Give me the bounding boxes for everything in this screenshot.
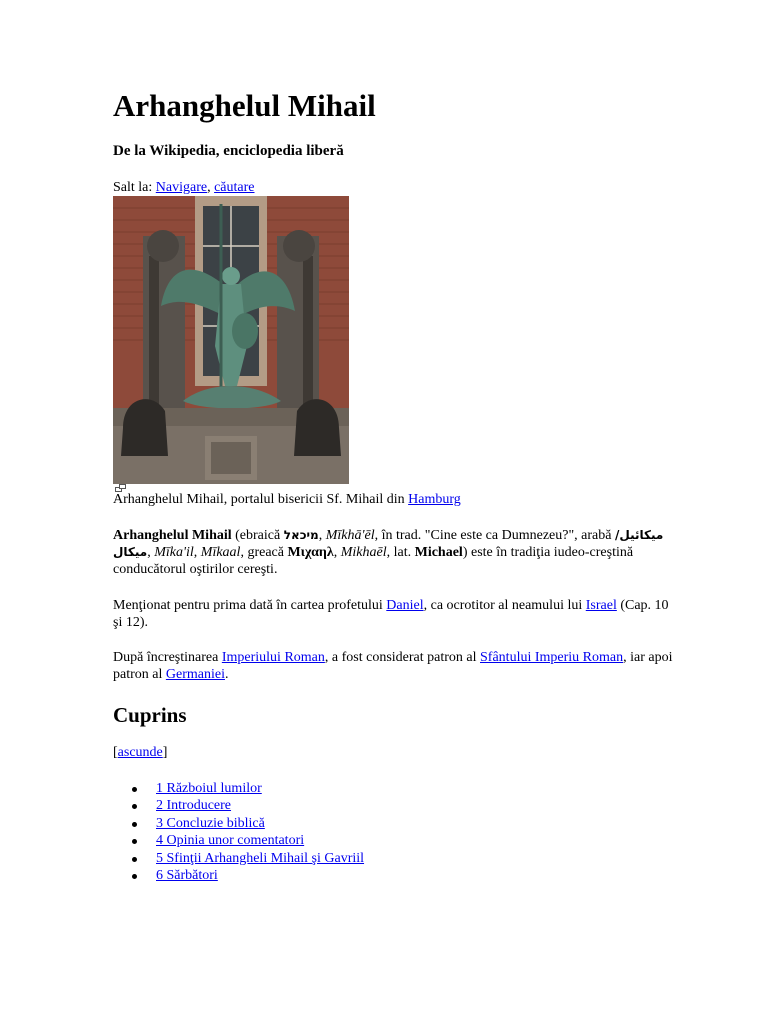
germany-link[interactable]: Germaniei (165, 667, 225, 682)
text-span: ) este în tradiţia iudeo-creştină conducătorul oştirilor cereşti. (113, 545, 634, 577)
text-span: , lat. (386, 545, 415, 560)
navigation-link[interactable]: Navigare (155, 180, 208, 195)
subject-name: Arhanghelul Mihail (113, 528, 232, 543)
text-span: , (318, 528, 326, 543)
jump-prefix: Salt la: (113, 180, 156, 195)
toc-item (113, 867, 364, 884)
roman-empire-link[interactable]: Imperiului Roman (221, 650, 325, 665)
holy-roman-empire-link[interactable]: Sfântului Imperiu Roman (480, 650, 624, 665)
magnify-clip-icon[interactable] (115, 484, 127, 492)
text-span: , (147, 545, 155, 560)
text-span: După încreştinarea (113, 650, 222, 665)
toc-item (113, 850, 364, 867)
bullet-icon (132, 822, 137, 827)
toc-title: Cuprins (113, 703, 187, 727)
text-span: , (333, 545, 341, 560)
toc-link[interactable]: 2 Introducere (156, 798, 232, 814)
patron-paragraph (113, 649, 673, 683)
intro-paragraph (113, 527, 673, 578)
arabic-transliteration-1: Mīka'il (154, 545, 194, 560)
toc-item (113, 832, 364, 849)
text-span: , (193, 545, 201, 560)
toc-link[interactable]: 4 Opinia unor comentatori (156, 833, 305, 849)
hamburg-link[interactable]: Hamburg (408, 492, 461, 507)
daniel-link[interactable]: Daniel (386, 598, 424, 613)
image-caption (113, 492, 461, 508)
greek-name: Μιχαηλ (287, 545, 334, 560)
israel-link[interactable]: Israel (585, 598, 617, 613)
text-span: , a fost considerat patron al (324, 650, 481, 665)
text-span: , greacă (240, 545, 288, 560)
toc-link[interactable]: 1 Războiul lumilor (156, 781, 262, 796)
search-link[interactable]: căutare (214, 180, 255, 195)
toc-toggle (113, 745, 167, 761)
bracket-close: ] (162, 745, 168, 760)
arabic-name: ميكائيل/ميكال (113, 528, 664, 559)
text-span: , ca ocrotitor al neamului lui (423, 598, 586, 613)
text-span: . (224, 667, 229, 682)
toc-item (113, 797, 364, 814)
text-span: Menţionat pentru prima dată în cartea profetului (113, 598, 387, 613)
text-span: , iar apoi patron al (113, 650, 673, 682)
daniel-paragraph (113, 597, 673, 631)
latin-name: Michael (414, 545, 463, 560)
site-subtitle: De la Wikipedia, enciclopedia liberă (113, 143, 344, 159)
text-span: (ebraică (231, 528, 284, 543)
jump-to-links (113, 180, 255, 196)
bracket-open: [ (113, 745, 118, 760)
hebrew-name: מיכאל (283, 528, 319, 542)
arabic-transliteration-2: Mīkaal (200, 545, 241, 560)
jump-separator: , (207, 180, 215, 195)
greek-transliteration: Mikhaēl (340, 545, 387, 560)
toc-link[interactable]: 5 Sfinţii Arhangheli Mihail şi Gavriil (156, 850, 365, 866)
bullet-icon (132, 857, 137, 862)
text-span: (Cap. 10 şi 12). (113, 598, 669, 630)
toc-link[interactable]: 6 Sărbători (156, 867, 218, 883)
text-span: , în trad. "Cine este ca Dumnezeu?", arabă (374, 528, 615, 543)
toc-list (113, 780, 364, 884)
caption-text: Arhanghelul Mihail, portalul bisericii Sf. Mihail din (113, 492, 409, 507)
toc-link[interactable]: 3 Concluzie biblică (156, 815, 265, 831)
bullet-icon (132, 804, 137, 809)
toc-item (113, 815, 364, 832)
bullet-icon (132, 874, 137, 879)
toc-hide-link[interactable]: ascunde (117, 745, 163, 760)
bullet-icon (132, 839, 137, 844)
bullet-icon (132, 787, 137, 792)
article-image[interactable] (113, 196, 349, 484)
page-title: Arhanghelul Mihail (113, 88, 376, 123)
hebrew-transliteration: Mīkhā'ēl (325, 528, 375, 543)
toc-item (113, 780, 364, 797)
